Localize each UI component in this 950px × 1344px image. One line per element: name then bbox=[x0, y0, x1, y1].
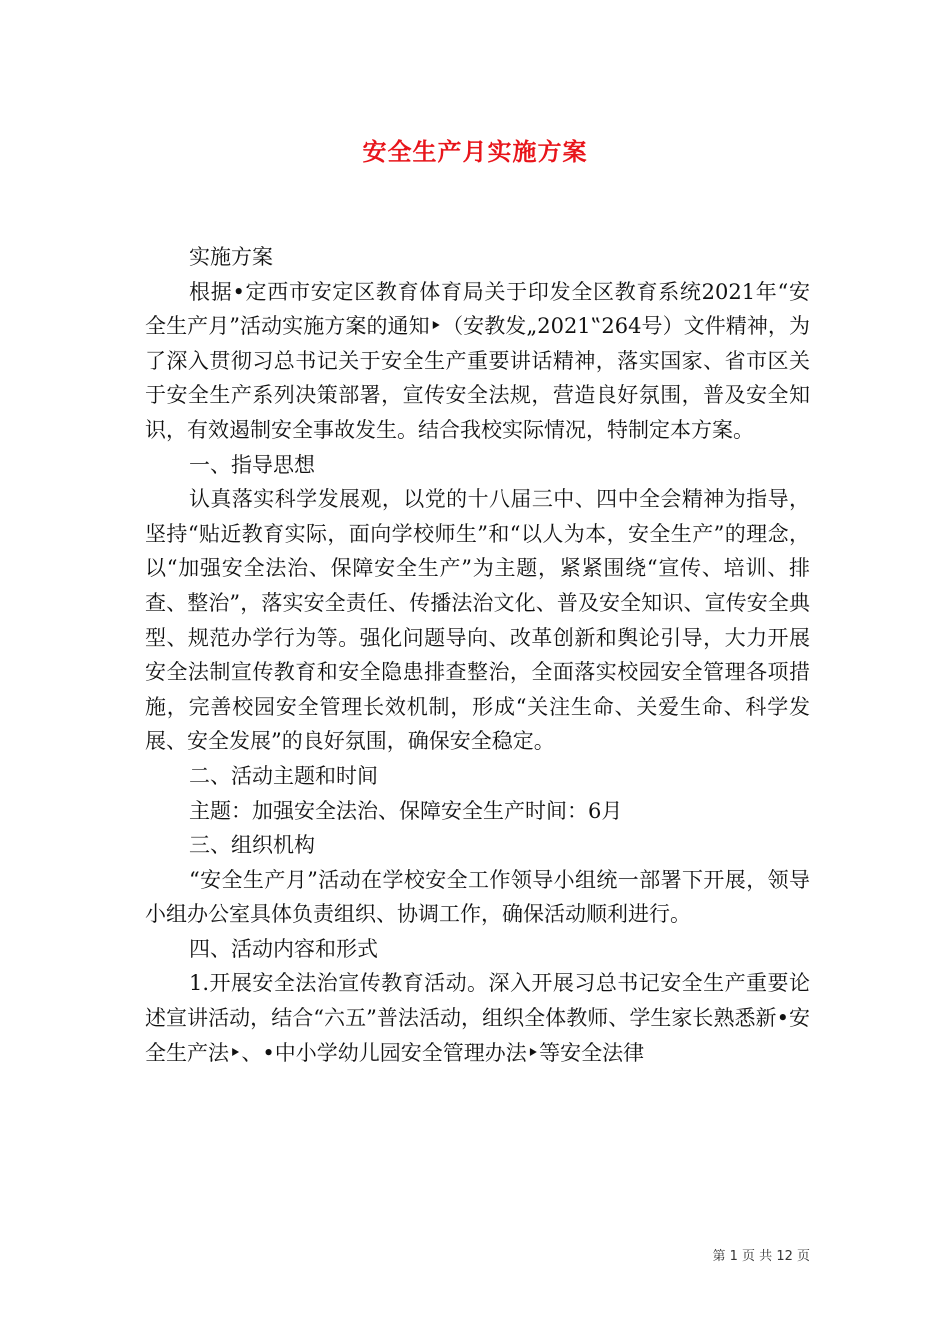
paragraph-intro: 根据•定西市安定区教育体育局关于印发全区教育系统2021年“安全生产月”活动实施方案的通知‣（安教发„2021‟264号）文件精神，为了深入贯彻习总书记关于安全生产重要讲话精神，落实国家、省市区关于安全生产系列决策部署，宣传安全法规，营造良好氛围，普及安全知识，有效遏制安全事故发生。结合我校实际情况，特制定本方案。 bbox=[145, 279, 810, 442]
paragraph-organization: “安全生产月”活动在学校安全工作领导小组统一部署下开展，领导小组办公室具体负责组织、协调工作，确保活动顺利进行。 bbox=[145, 867, 810, 927]
section-label: 实施方案 bbox=[189, 245, 273, 269]
document-title: 安全生产月实施方案 bbox=[362, 137, 588, 166]
heading-content-form: 四、活动内容和形式 bbox=[189, 936, 378, 961]
heading-theme-time: 二、活动主题和时间 bbox=[189, 763, 378, 788]
paragraph-content-1: 1.开展安全法治宣传教育活动。深入开展习总书记安全生产重要论述宣讲活动，结合“六五”普法活动，组织全体教师、学生家长熟悉新•安全生产法‣、•中小学幼儿园安全管理办法‣等安全法律 bbox=[145, 971, 810, 1065]
page-number: 第 1 页 共 12 页 bbox=[712, 1249, 810, 1264]
document-body bbox=[145, 240, 810, 1070]
paragraph-guiding-thought: 认真落实科学发展观，以党的十八届三中、四中全会精神为指导，坚持“贴近教育实际，面向学校师生”和“以人为本，安全生产”的理念，以“加强安全法治、保障安全生产”为主题，紧紧围绕“宣传、培训、排查、整治”，落实安全责任、传播法治文化、普及安全知识、宣传安全典型、规范办学行为等。强化问题导向、改革创新和舆论引导，大力开展安全法制宣传教育和安全隐患排查整治，全面落实校园安全管理各项措施，完善校园安全管理长效机制，形成“关注生命、关爱生命、科学发展、安全发展”的良好氛围，确保安全稳定。 bbox=[145, 487, 810, 754]
paragraph-theme-time: 主题：加强安全法治、保障安全生产时间：6月 bbox=[189, 798, 623, 823]
heading-organization: 三、组织机构 bbox=[189, 833, 315, 858]
heading-guiding-thought: 一、指导思想 bbox=[189, 452, 315, 477]
